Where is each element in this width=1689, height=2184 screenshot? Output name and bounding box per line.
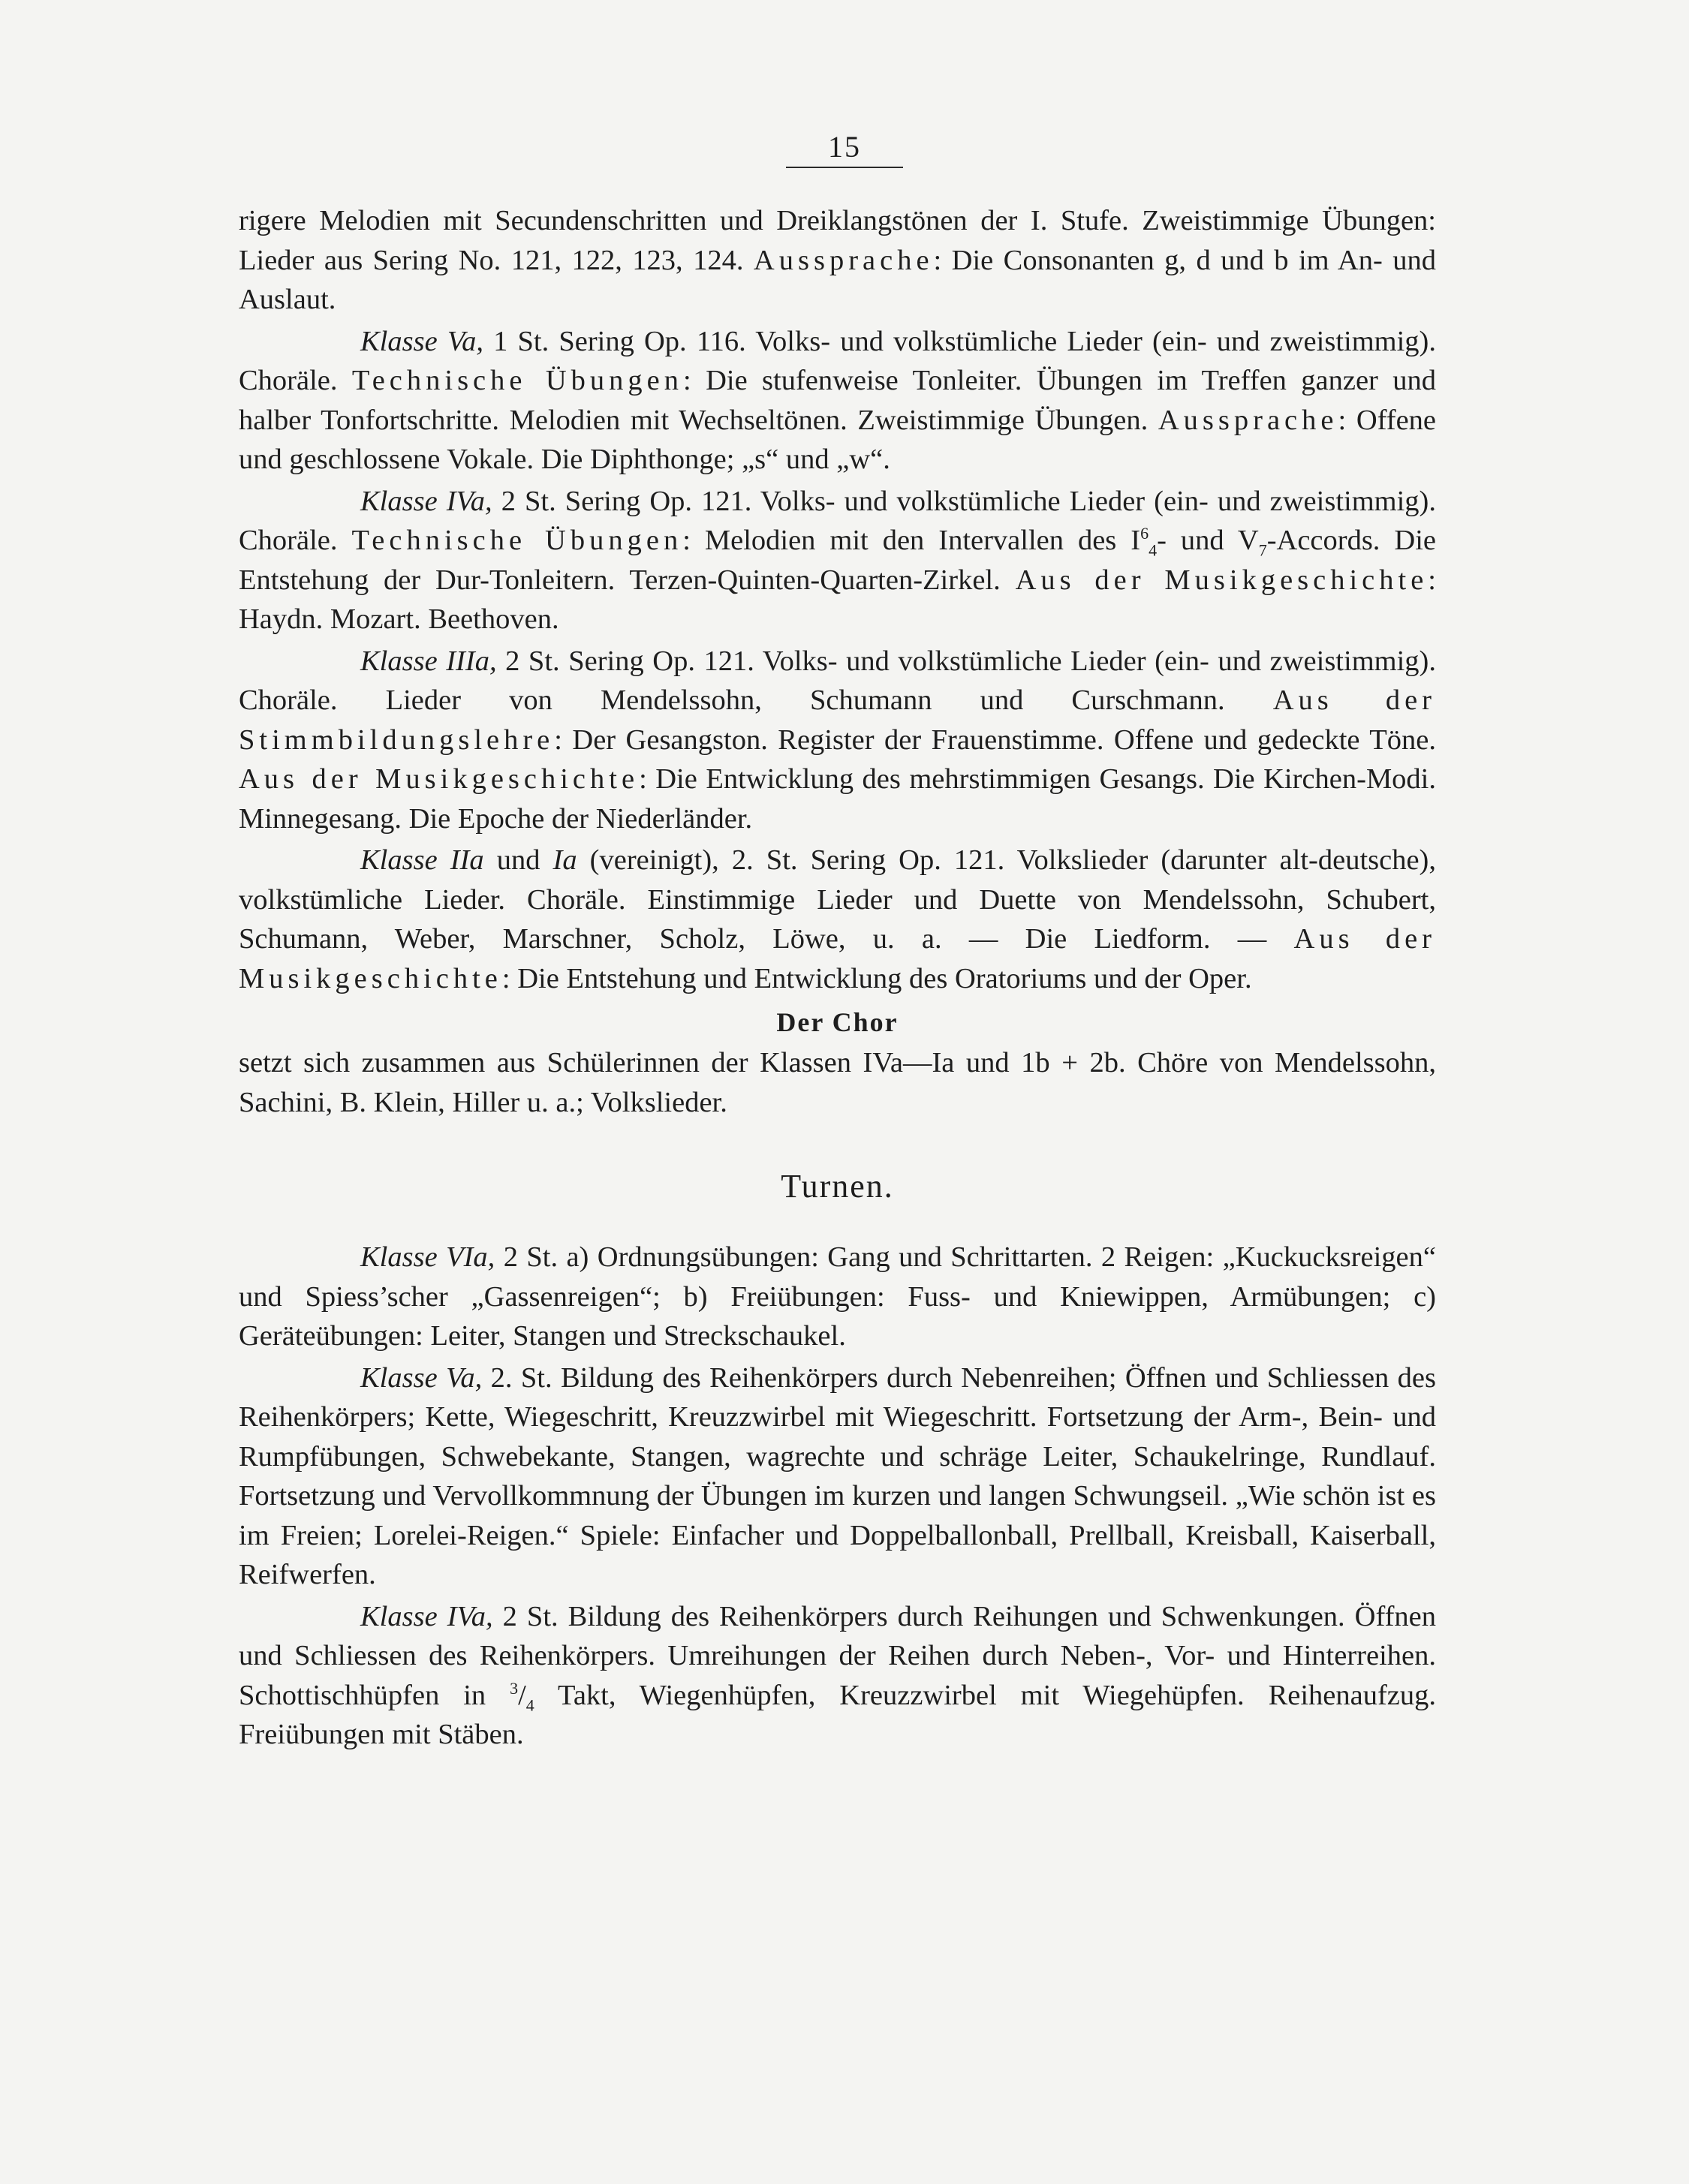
spaced-heading: Technische Übungen xyxy=(351,365,683,396)
paragraph-klasse-va xyxy=(239,322,1436,480)
class-label: Ia xyxy=(552,844,577,876)
paragraph-music-intro xyxy=(239,201,1436,320)
spaced-heading: Aussprache xyxy=(1158,404,1338,436)
spaced-heading: Aus der Stimmbildungslehre xyxy=(239,684,1436,756)
class-label: Klasse IIIa, xyxy=(360,645,497,677)
turnen-heading: Turnen. xyxy=(781,1168,894,1205)
paragraph-text: und xyxy=(483,844,553,876)
paragraph-text: 2 St. a) Ordnungsübungen: Gang und Schrittarten. 2 Reigen: „Kuckucksreigen“ und Spiess’scher „Gassenreigen“; b) Freiübungen: Fuss- und Kniewippen, Armübungen; c) Geräteübungen: Leiter, Stangen und Streckschaukel. xyxy=(239,1241,1436,1352)
fraction-denominator: 4 xyxy=(525,1695,534,1715)
paragraph-turnen-iva: Klasse IVa, 2 St. Bildung des Reihenkörpers durch Reihungen und Schwenkungen. Öffnen und Schliessen des Reihenkörpers. Umreihungen der Reihen durch Neben-, Vor- und Hinterreihen. Schottischhüpfen in $^3/_4$ Takt, Wiegenhüpfen, Kreuzzwirbel mit Wiegehüpfen. Reihenaufzug. Freiübungen mit Stäben. xyxy=(239,1600,1437,1750)
page-body xyxy=(239,201,1436,1755)
spaced-heading: Aussprache xyxy=(753,244,934,276)
paragraph-text: 1 St. Sering Op. 116. Volks- und volkstümliche Lieder (ein- und zweistimmig). Choräle. xyxy=(239,325,1436,396)
class-label: Klasse IVa, xyxy=(360,1600,493,1632)
class-label: Klasse Va, xyxy=(360,325,483,357)
paragraph-turnen-via xyxy=(239,1238,1436,1356)
paragraph-text: : Der Gesangston. Register der Frauenstimme. Offene und gedeckte Töne. xyxy=(554,723,1436,756)
page-header xyxy=(0,129,1689,168)
page-number: 15 xyxy=(786,129,903,168)
fraction-numerator: 3 xyxy=(510,1678,519,1698)
paragraph-text: (vereinigt), 2. St. Sering Op. 121. Volkslieder (darunter alt-deutsche), volkstümliche Lieder. Choräle. Einstimmige Lieder und Duette von Mendelssohn, Schubert, Schumann, Weber, Marschner, Scholz, Löwe, u. a. — Die Liedform. — xyxy=(239,844,1436,955)
paragraph-text: 2 St. Sering Op. 121. Volks- und volkstümliche Lieder (ein- und zweistimmig). Choräle. xyxy=(239,485,1436,556)
spaced-heading: Technische Übungen xyxy=(351,525,683,556)
chord-subscript: 7 xyxy=(1258,540,1267,560)
paragraph-chor: setzt sich zusammen aus Schülerinnen der Klassen IVa—Ia und 1b + 2b. Chöre von Mendelssohn, Sachini, B. Klein, Hiller u. a.; Volkslieder. xyxy=(239,1047,1436,1118)
spaced-heading: Aus der Musikgeschichte xyxy=(239,763,640,795)
paragraph-klasse-iiia xyxy=(239,642,1436,839)
paragraph-text: : Haydn. Mozart. Beethoven. xyxy=(239,564,1436,635)
spaced-heading: Aus der Musikgeschichte xyxy=(239,923,1437,994)
chord-superscript: 6 xyxy=(1140,524,1149,543)
class-label: Klasse Va, xyxy=(360,1361,483,1394)
paragraph-klasse-iva xyxy=(239,482,1436,639)
paragraph-text: : Melodien mit den Intervallen des I xyxy=(682,525,1141,556)
spaced-heading: Aus der Musikgeschichte xyxy=(1015,564,1429,596)
chord-subscript: 4 xyxy=(1149,540,1158,560)
paragraph-text: : Offene und geschlossene Vokale. Die Diphthonge; „s“ und „w“. xyxy=(239,404,1437,475)
paragraph-text: Takt, Wiegenhüpfen, Kreuzzwirbel mit Wiegehüpfen. Reihenaufzug. Freiübungen mit Stäben. xyxy=(239,1679,1436,1750)
paragraph-turnen-va xyxy=(239,1358,1436,1595)
paragraph-klasse-iia-ia xyxy=(239,841,1436,998)
paragraph-text: - und V xyxy=(1157,525,1259,556)
paragraph-text: : Die Consonanten g, d und b im An- und Auslaut. xyxy=(239,244,1436,315)
class-label: Klasse IIa xyxy=(360,844,484,876)
paragraph-text: 2 St. Bildung des Reihenkörpers durch Reihungen und Schwenkungen. Öffnen und Schliessen des Reihenkörpers. Umreihungen der Reihen durch Neben-, Vor- und Hinterreihen. Schottischhüpfen in xyxy=(239,1600,1437,1711)
paragraph-text: rigere Melodien mit Secundenschritten und Dreiklangstönen der I. Stufe. Zweistimmige Übungen: Lieder aus Sering No. 121, 122, 123, 124. xyxy=(239,205,1436,276)
paragraph-text: 2. St. Bildung des Reihenkörpers durch Nebenreihen; Öffnen und Schliessen des Reihenkörpers; Kette, Wiegeschritt, Kreuzzwirbel mit Wiegeschritt. Fortsetzung der Arm-, Bein- und Rumpfübungen, Schwebekante, Stangen, wagrechte und schräge Leiter, Schaukelringe, Rundlauf. Fortsetzung und Vervollkommnung der Übungen im kurzen und langen Schwungseil. „Wie schön ist es im Freien; Lorelei-Reigen.“ Spiele: Einfacher und Doppelballonball, Prellball, Kreisball, Kaiserball, Reifwerfen. xyxy=(239,1361,1436,1590)
paragraph-text: -Accords. Die Entstehung der Dur-Tonleitern. Terzen-Quinten-Quarten-Zirkel. xyxy=(239,525,1436,596)
class-label: Klasse VIa, xyxy=(360,1241,495,1273)
chor-heading: Der Chor xyxy=(776,1007,899,1037)
class-label: Klasse IVa, xyxy=(360,485,492,517)
paragraph-text: : Die Entwicklung des mehrstimmigen Gesangs. Die Kirchen-Modi. Minnegesang. Die Epoche der Niederländer. xyxy=(239,763,1436,835)
paragraph-text: 2 St. Sering Op. 121. Volks- und volkstümliche Lieder (ein- und zweistimmig). Choräle. Lieder von Mendelssohn, Schumann und Curschmann. xyxy=(239,645,1436,716)
paragraph-text: : Die Entstehung und Entwicklung des Oratoriums und der Oper. xyxy=(501,962,1252,994)
paragraph-text: : Die stufenweise Tonleiter. Übungen im Treffen ganzer und halber Tonfortschritte. Melodien mit Wechseltönen. Zweistimmige Übungen. xyxy=(239,365,1436,436)
